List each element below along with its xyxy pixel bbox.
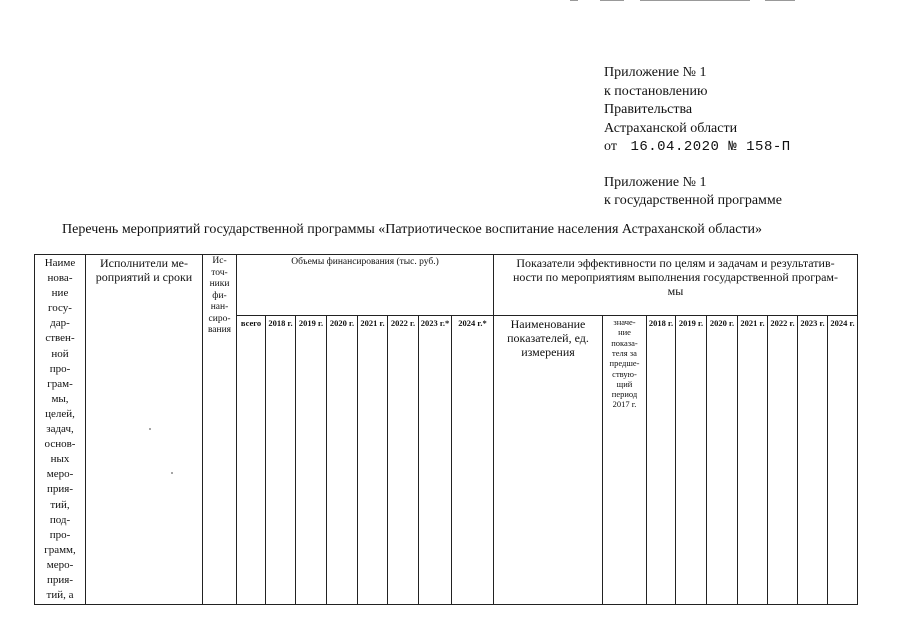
indicator-name-header [494,316,603,605]
indicator-year-header: 2019 г. [676,316,707,605]
col-name-line: нова- [47,272,73,285]
col-name-line: ние [51,287,69,300]
col-name-line: грамм, [44,543,76,556]
indicator-prev-line: период [611,389,638,400]
indicator-prev-line: теля за [612,347,637,358]
funding-col-header: 2022 г. [388,316,419,605]
col-name-line: дар- [50,317,70,330]
col-name-line: тий, а [46,589,74,602]
appendix1-line2: к постановлению [604,83,708,99]
col-source-line: ники [209,279,230,289]
col-name-line: Наиме [44,257,76,269]
col-name-line: целей, [45,407,75,420]
col-source-line: вания [207,325,232,335]
col-name-line: тий, [50,498,70,511]
funding-col-header: 2018 г. [266,316,296,605]
col-executors-lines [87,256,201,284]
col-executors-line: роприятий и сроки [95,270,193,284]
col-name-line: прия- [47,573,73,586]
indicator-prev-line: 2017 г. [612,399,637,410]
col-source-line: нан- [210,302,229,312]
col-source-line: точ- [211,267,228,278]
col-source-line: Ис- [212,256,227,266]
indicator-year-header: 2023 г. [798,316,828,605]
appendix1-date-line [604,138,894,157]
appendix1-line4: Астраханской области [604,120,738,136]
appendix1-line3: Правительства [604,102,693,117]
funding-col-header: 2019 г. [296,316,327,605]
col-name-line: ных [50,453,70,466]
indicator-name-line: измерения [521,345,575,360]
scan-speck [171,472,173,474]
appendix1-line1: Приложение № 1 [604,65,707,80]
indicator-name-line: Наименование [510,317,586,332]
col-name-line: грам- [47,377,73,390]
col-name-line: про- [49,362,71,375]
indicator-prev-line: значе- [613,317,636,328]
col-name-line: меро- [46,558,74,571]
col-executors-line: Исполнители ме- [100,256,188,270]
indicators-group-line: мы [667,284,684,298]
col-source-header [203,255,237,605]
scan-speck [149,428,151,430]
col-name-line: прия- [47,483,73,496]
indicators-group-line: Показатели эффективности по целям и задачам и результатив- [516,256,835,270]
col-name-lines [36,256,84,603]
indicator-year-header: 2022 г. [768,316,798,605]
col-name-line: ствен- [45,332,75,345]
col-name-line: про- [49,528,71,541]
col-source-lines [204,256,235,337]
indicator-name-line: показателей, ед. [507,331,589,346]
appendix2-line2: к государственной программе [604,193,782,208]
col-name-line: госу- [48,302,72,315]
col-name-line: задач, [46,423,74,436]
col-source-line: фи- [212,290,227,301]
indicator-prev-line: показа- [611,337,638,348]
funding-col-header: 2021 г. [358,316,388,605]
funding-col-header: 2024 г.* [452,316,494,605]
col-source-line: сиро- [208,313,231,324]
indicator-prev-line: предше- [609,358,640,369]
indicator-prev-line: щий [616,378,633,389]
indicators-group-line: ности по мероприятиям выполнения государственной програм- [512,270,839,284]
indicator-year-header: 2024 г. [828,316,858,605]
col-name-header [35,255,86,605]
indicator-year-header: 2021 г. [738,316,768,605]
scan-top-marks [560,0,810,3]
funding-col-header: всего [237,316,266,605]
measures-table [34,254,858,605]
appendix2-line1: Приложение № 1 [604,174,707,190]
col-name-line: основ- [44,438,76,451]
col-name-line: под- [49,513,71,526]
funding-col-header: 2023 г.* [419,316,452,605]
indicator-prev-line: ние [618,327,631,338]
col-name-line: мы, [51,392,69,405]
document-title: Перечень мероприятий государственной программы «Патриотическое воспитание населения Астраханской области» [62,222,763,237]
date-prefix: от [604,139,617,154]
col-name-line: меро- [46,468,74,481]
indicators-group-header [494,255,858,316]
indicator-prev-value-header [603,316,647,605]
indicator-year-header: 2020 г. [707,316,738,605]
indicators-group-lines [495,256,856,298]
appendix-header [604,64,894,211]
indicator-prev-line: ствую- [612,368,637,379]
funding-col-header: 2020 г. [327,316,358,605]
col-executors-header [86,255,203,605]
date-value: 16.04.2020 № 158-П [630,139,791,155]
funding-group-header: Объемы финансирования (тыс. руб.) [237,255,494,316]
col-name-line: ной [51,347,69,360]
indicator-year-header: 2018 г. [647,316,676,605]
